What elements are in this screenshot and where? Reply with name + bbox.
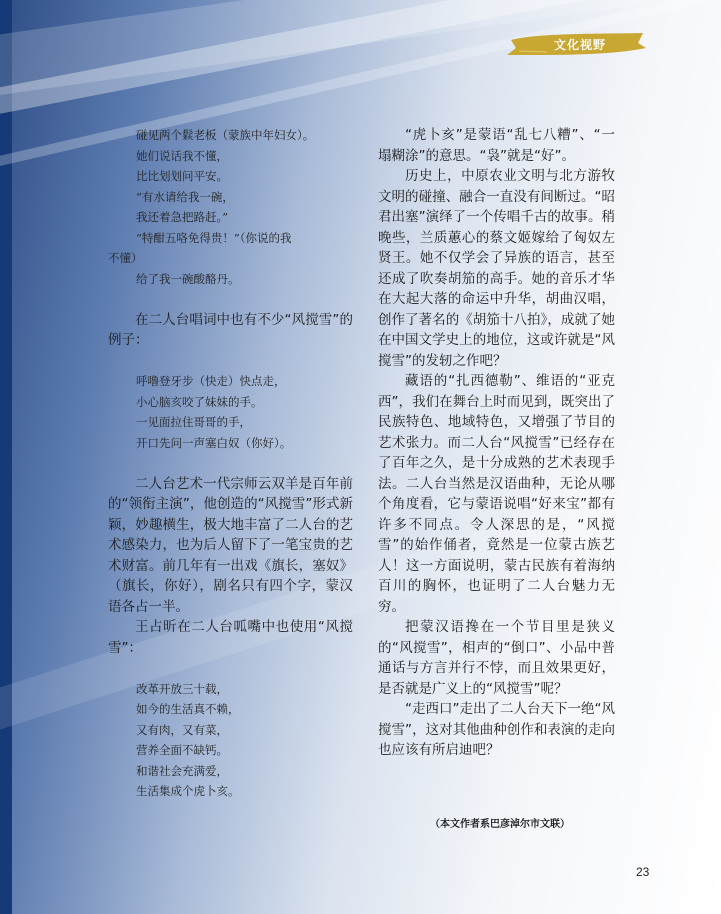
- verse-line: 改革开放三十载，: [136, 681, 228, 696]
- body-paragraph: 在二人台唱词中也有不少“风搅雪”的例子：: [108, 311, 353, 348]
- folk-song-verse-1: [108, 125, 353, 289]
- verse-line: 开口先问一声塞白奴（你好）。: [136, 435, 292, 450]
- folk-song-verse-2: [108, 371, 353, 453]
- right-column: [378, 125, 615, 761]
- body-paragraph: “虎卜亥”是蒙语“乱七八糟”、“一塌糊涂”的意思。“袅”就是“好”。: [378, 127, 615, 164]
- body-paragraph: “走西口”走出了二人台天下一绝“风搅雪”，这对其他曲种创作和表演的走向也应该有所启迪吧？: [378, 701, 615, 758]
- verse-line: 又有肉，又有菜，: [136, 722, 228, 737]
- body-paragraph: 王占昕在二人台呱嘴中也使用“风搅雪”：: [108, 619, 353, 656]
- verse-line: 如今的生活真不赖，: [136, 702, 240, 716]
- page-number: 23: [636, 865, 650, 879]
- author-byline: （本文作者系巴彦淖尔市文联）: [430, 819, 570, 830]
- verse-line: 我还着急把路赶。”: [136, 210, 229, 224]
- verse-line: 碰见两个鬏老板（蒙族中年妇女）。: [136, 128, 315, 142]
- body-paragraph: 藏语的“扎西德勒”、维语的“亚克西”，我们在舞台上时而见到，既突出了民族特色、地域特色，又增强了节目的艺术张力。而二人台“风搅雪”已经存在了百年之久，是十分成熟的艺术表现手法。二人台当然是汉语曲种，无论从哪个角度看，它与蒙语说唱“好来宝”都有许多不同点。令人深思的是，“风搅雪”的始作俑者，竟然是一位蒙古族艺人！这一方面说明，蒙古民族有着海纳百川的胸怀，也证明了二人台魅力无穷。: [378, 373, 615, 615]
- left-column: [108, 125, 353, 802]
- verse-line: 她们说话我不懂，: [136, 148, 228, 163]
- verse-line: 生活集成个虎卜亥。: [136, 784, 240, 798]
- body-paragraph: 把蒙汉语搀在一个节目里是狭义的“风搅雪”，相声的“倒口”、小品中普通话与方言并行不悖，而且效果更好，是否就是广义上的“风搅雪”呢？: [378, 619, 615, 697]
- body-paragraph: 历史上，中原农业文明与北方游牧文明的碰撞、融合一直没有间断过。“昭君出塞”演绎了一个传唱千古的故事。稍晚些，兰质蕙心的蔡文姬嫁给了匈奴左贤王。她不仅学会了异族的语言，甚至还成了吹奏胡笳的高手。她的音乐才华在大起大落的命运中升华，胡曲汉唱，创作了著名的《胡笳十八拍》，成就了她在中国文学史上的地位，这或许就是“风搅雪”的发轫之作吧？: [378, 168, 615, 369]
- verse-line: 营养全面不缺钙。: [136, 743, 228, 757]
- verse-line: 不懂）: [108, 251, 143, 265]
- verse-line: “有水请给我一碗，: [136, 189, 234, 204]
- folk-song-verse-3: [108, 679, 353, 802]
- verse-line: 一见面拉住哥哥的手，: [136, 415, 251, 429]
- verse-line: “特酣五咯免得贵！”（你说的我: [136, 230, 292, 245]
- verse-line: 比比划划问平安。: [136, 169, 228, 183]
- verse-line: 小心脑亥咬了妹妹的手。: [136, 394, 263, 409]
- page-edge-strip: [0, 0, 12, 914]
- verse-line: 给了我一碗酸酪丹。: [136, 271, 240, 286]
- section-label: 文化视野: [554, 38, 607, 52]
- verse-line: 呼噜登牙步（快走）快点走，: [136, 374, 286, 388]
- body-paragraph: 二人台艺术一代宗师云双羊是百年前的“领衔主演”，他创造的“风搅雪”形式新颖，妙趣横生，极大地丰富了二人台的艺术感染力，也为后人留下了一笔宝贵的艺术财富。前几年有一出戏《旗长，塞奴》（旗长，你好），剧名只有四个字，蒙汉语各占一半。: [108, 475, 353, 615]
- verse-line: 和谐社会充满爱，: [136, 763, 228, 778]
